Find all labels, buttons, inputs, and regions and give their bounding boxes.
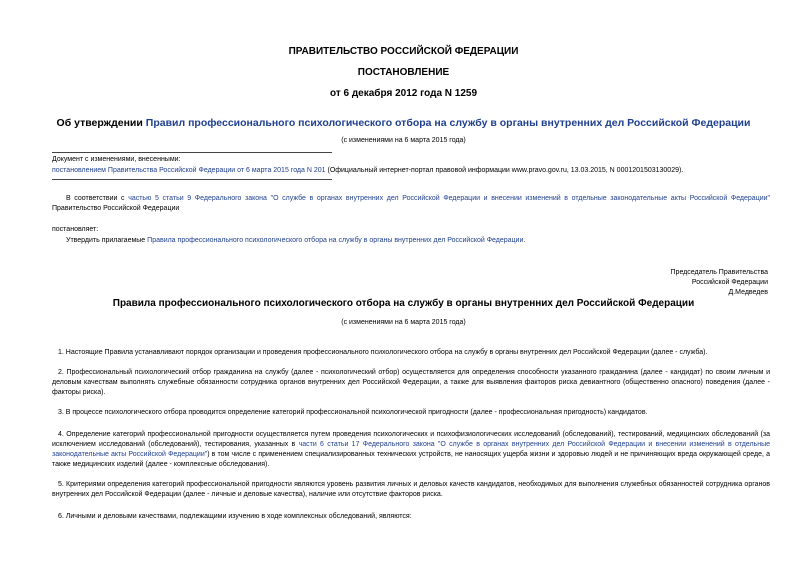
p4-suffix: ) в том числе с применением специализированных технических устройств, не наносящих ущерба жизни и здоровью людей и не причиняющих вреда окружающей среде, а также медицинских изделий (далее - комплексные обследования). [52, 451, 770, 468]
rules-paragraph-2: 2. Профессиональный психологический отбор гражданина на службу (далее - психологический отбор) осуществляется для определения способности указанного гражданина (далее - кандидат) по своим личным и деловым качествам выполнять служебные обязанности сотрудника органов внутренних дел Российской Федерации, а также для выявления факторов риска девиантного (общественно опасного) поведения (далее - факторы риска). [52, 369, 770, 396]
federal-law-link[interactable]: частью 5 статьи 9 Федерального закона "О службе в органах внутренних дел Российской Федерации и внесении изменений в отдельные законодательные акты Российской Федерации" [128, 195, 771, 202]
signature-country: Российской Федерации [691, 279, 768, 286]
rules-paragraph-3: 3. В процессе психологического отбора проводится определение категорий профессиональной психологической пригодности (далее - профессиональная пригодность) кандидатов. [58, 409, 648, 416]
document-type-heading: ПОСТАНОВЛЕНИЕ [357, 67, 450, 78]
title-prefix: Об утверждении [56, 117, 146, 129]
approve-prefix: Утвердить прилагаемые [66, 237, 148, 244]
rules-paragraph-4 [52, 430, 770, 470]
doc-changes-label: Документ с изменениями, внесенными: [52, 156, 181, 163]
approve-paragraph [66, 236, 766, 246]
publication-info: (Официальный интернет-портал правовой информации www.pravo.gov.ru, 13.03.2015, N 0001201503130029). [325, 167, 684, 174]
preamble-prefix: В соответствии с [66, 195, 129, 202]
divider-top [52, 152, 332, 153]
p4-prefix: 4. Определение категорий профессиональной пригодности осуществляется путем проведения психологических и психофизиологических исследований (обследований), тестирований, медицинских обследований (за исключением исследований (обследований), тестирования, указанных в [52, 431, 770, 448]
document-title [0, 117, 807, 129]
title-rules-link[interactable]: Правил профессионального психологического отбора на службу в органы внутренних дел Российской Федерации [145, 117, 751, 129]
decrees-word: постановляет: [52, 226, 99, 233]
preamble-paragraph [52, 194, 770, 214]
changes-note: (с изменениями на 6 марта 2015 года) [341, 137, 466, 144]
rules-title: Правила профессионального психологического отбора на службу в органы внутренних дел Российской Федерации [112, 298, 695, 309]
signature-name: Д.Медведев [728, 289, 768, 296]
amending-decree-link[interactable]: постановлением Правительства Российской Федерации от 6 марта 2015 года N 201 [52, 167, 326, 174]
divider-bottom [52, 179, 332, 180]
date-number-heading: от 6 декабря 2012 года N 1259 [329, 88, 478, 99]
approved-rules-link[interactable]: Правила профессионального психологического отбора на службу в органы внутренних дел Российской Федерации [147, 237, 524, 244]
rules-changes-note: (с изменениями на 6 марта 2015 года) [341, 319, 466, 326]
rules-paragraph-5: 5. Критериями определения категорий профессиональной пригодности являются уровень развития личных и деловых качеств кандидатов, необходимых для выполнения служебных обязанностей сотрудника органов внутренних дел Российской Федерации (далее - личные и деловые качества), наличие или отсутствие факторов риска. [52, 481, 770, 498]
preamble-suffix: Правительство Российской Федерации [52, 205, 180, 212]
signature-position: Председатель Правительства [670, 269, 768, 276]
doc-changes-line [52, 166, 772, 176]
government-heading: ПРАВИТЕЛЬСТВО РОССИЙСКОЙ ФЕДЕРАЦИИ [288, 46, 519, 57]
rules-paragraph-6: 6. Личными и деловыми качествами, подлежащими изучению в ходе комплексных обследований, являются: [58, 513, 412, 520]
approve-suffix: . [523, 237, 526, 244]
signature-block [671, 268, 768, 298]
rules-paragraph-1: 1. Настоящие Правила устанавливают порядок организации и проведения профессионального психологического отбора на службу в органы внутренних дел Российской Федерации (далее - служба). [58, 349, 708, 356]
article-17-link[interactable]: части 6 статьи 17 Федерального закона "О службе в органах внутренних дел Российской Федерации и внесении изменений в отдельные законодательные акты Российской Федерации" [52, 441, 770, 458]
